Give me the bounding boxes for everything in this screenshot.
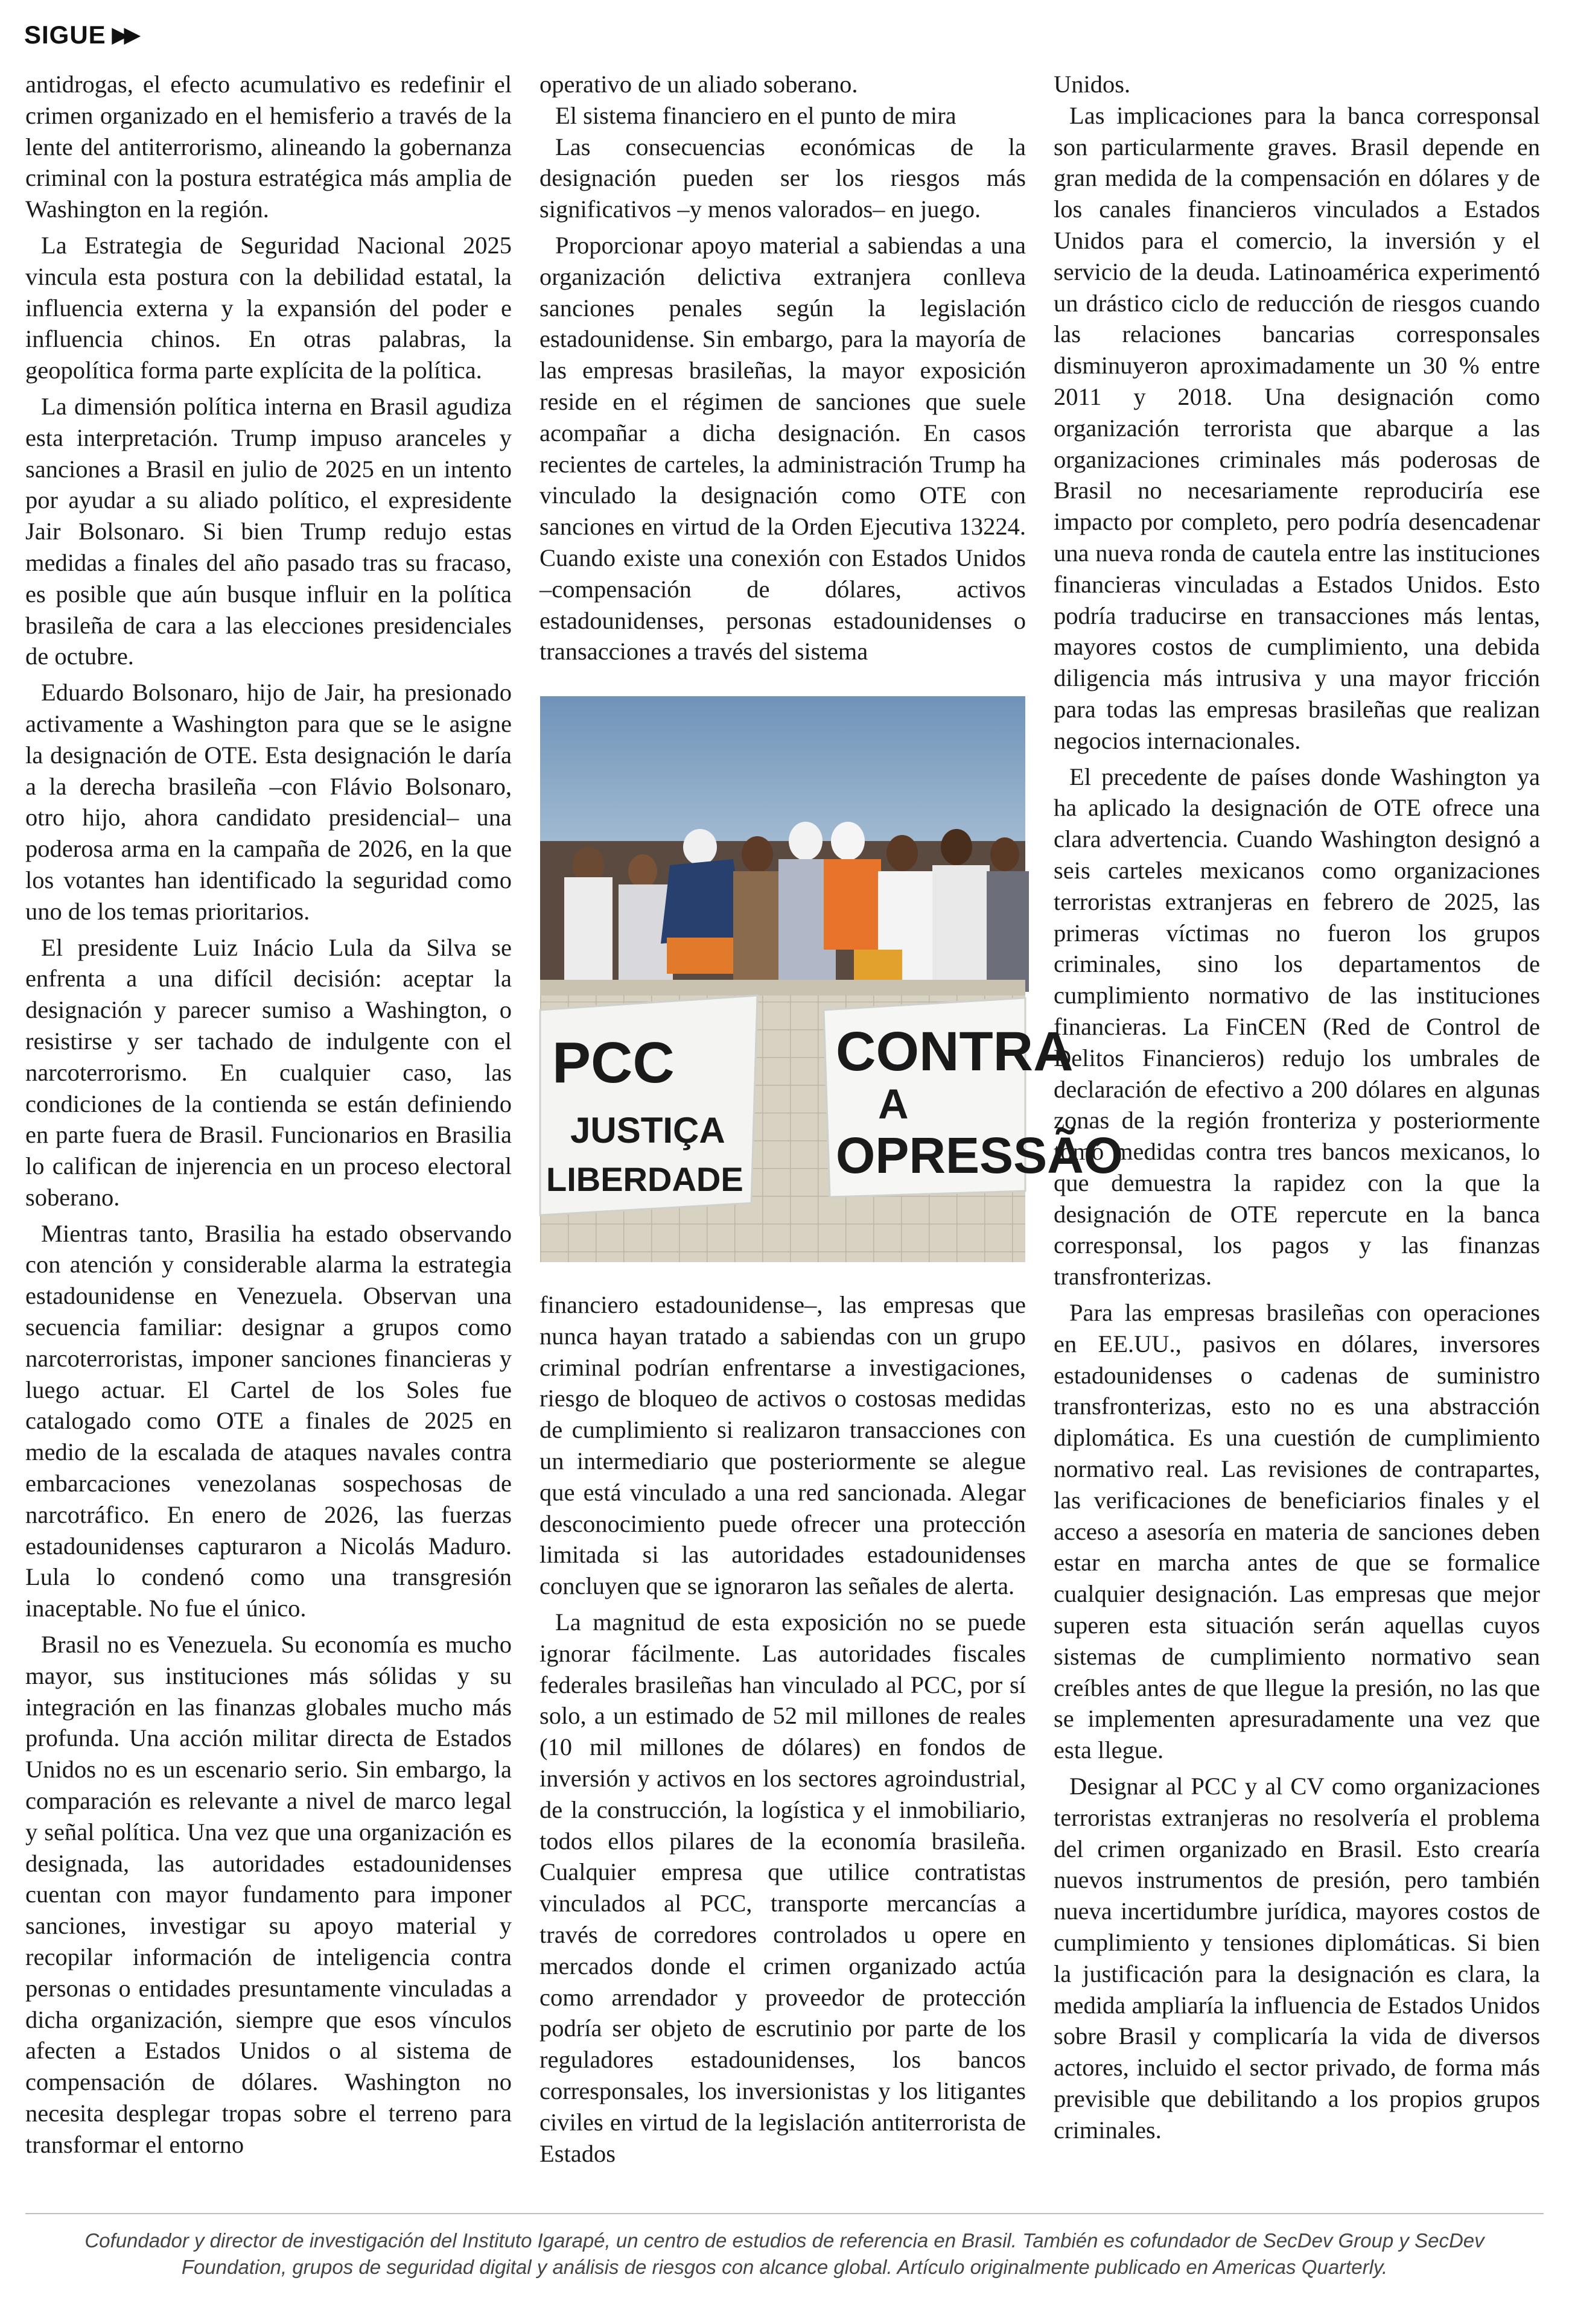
paragraph: Unidos. <box>1054 71 1131 98</box>
banner-left-line: JUSTIÇA <box>570 1110 725 1151</box>
prison-protest-photo <box>540 696 1124 1262</box>
paragraph: antidrogas, el efecto acumulativo es redefinir el crimen organizado en el hemisferio a través de la lente del antiterrorismo, alineando la gobernanza criminal con la postura estratégica más amplia de Washington en la región. <box>25 71 512 223</box>
banner-right-line: A <box>878 1081 909 1128</box>
banner-left-line: PCC <box>552 1030 675 1095</box>
double-arrow-icon: ▶▶ <box>112 24 136 46</box>
paragraph: financiero estadounidense–, las empresas que nunca hayan tratado a sabiendas con un grupo criminal podrían enfrentarse a investigaciones, riesgo de bloqueo de activos o costosas medidas de cumplimiento si realizaron transacciones con un intermediario que posteriormente se alegue que está vinculado a una red sancionada. Alegar desconocimiento puede ofrecer una protección limitada si las autoridades estadounidenses concluyen que se ignoraron las señales de alerta. <box>539 1291 1026 1600</box>
paragraph: El precedente de países donde Washington ya ha aplicado la designación de OTE ofrece una clara advertencia. Cuando Washington designó a seis carteles mexicanos como organizaciones terroristas extranjeras en febrero de 2025, las primeras víctimas no fueron los grupos criminales, sino los departamentos de cumplimiento normativo de las instituciones financieras. La FinCEN (Red de Control de Delitos Financieros) redujo los umbrales de declaración de efectivo a 200 dólares en algunas zonas de la región fronteriza y posteriormente tomó medidas contra tres bancos mexicanos, lo que demuestra la rapidez con la que la designación de OTE repercute en la banca corresponsal, los pagos y las finanzas transfronterizas. <box>1054 763 1540 1291</box>
section-subheading: El sistema financiero en el punto de mira <box>555 101 956 129</box>
paragraph: La Estrategia de Seguridad Nacional 2025 vincula esta postura con la debilidad estatal, la influencia externa y la expansión del poder e influencia chinos. En otras palabras, la geopolítica forma parte explícita de la política. <box>25 231 512 384</box>
paragraph: La dimensión política interna en Brasil agudiza esta interpretación. Trump impuso aranceles y sanciones a Brasil en julio de 2025 en un intento por ayudar a su aliado político, el expresidente Jair Bolsonaro. Si bien Trump redujo estas medidas a finales del año pasado tras su fracaso, es posible que aún busque influir en la política brasileña de cara a las elecciones presidenciales de octubre. <box>25 392 512 670</box>
paragraph: El presidente Luiz Inácio Lula da Silva se enfrenta a una difícil decisión: aceptar la designación y parecer sumiso a Washington, o resistirse y ser tachado de indulgente con el narcoterrorismo. En cualquier caso, las condiciones de la contienda se están definiendo en parte fuera de Brasil. Funcionarios en Brasilia lo califican de injerencia en un proceso electoral soberano. <box>25 933 512 1211</box>
paragraph: Brasil no es Venezuela. Su economía es mucho mayor, sus instituciones más sólidas y su integración en las finanzas globales mucho más profunda. Una acción militar directa de Estados Unidos no es un escenario serio. Sin embargo, la comparación es relevante a nivel de marco legal y señal política. Una vez que una organización es designada, las autoridades estadounidenses cuentan con mayor fundamento para imponer sanciones, investigar su apoyo material y recopilar información de inteligencia contra personas o entidades presuntamente vinculadas a dicha organización, siempre que esos vínculos afecten a Estados Unidos o al sistema de compensación de dólares. Washington no necesita desplegar tropas sobre el terreno para transformar el entorno <box>25 1631 512 2158</box>
article-column-1 <box>25 69 512 2160</box>
article-column-3 <box>1054 69 1540 2146</box>
banner-left <box>540 995 757 1215</box>
banner-right-line: OPRESSÃO <box>836 1127 1124 1184</box>
paragraph: operativo de un aliado soberano. <box>539 71 858 98</box>
article-column-2-continued <box>539 1289 1026 2169</box>
paragraph: Eduardo Bolsonaro, hijo de Jair, ha presionado activamente a Washington para que se le asigne la designación de OTE. Esta designación le daría a la derecha brasileña –con Flávio Bolsonaro, otro hijo, ahora candidato presidencial– una poderosa arma en la campaña de 2026, en la que los votantes han identificado la seguridad como uno de los temas prioritarios. <box>25 679 512 925</box>
paragraph: Para las empresas brasileñas con operaciones en EE.UU., pasivos en dólares, inversores estadounidenses o cadenas de suministro transfronterizas, esto no es una abstracción diplomática. Es una cuestión de cumplimiento normativo real. Las revisiones de contrapartes, las verificaciones de beneficiarios finales y el acceso a asesoría en materia de sanciones deben estar en marcha antes de que se formalice cualquier designación. Las empresas que mejor superen esta situación serán aquellas cuyos sistemas de cumplimiento normativo sean creíbles antes de que llegue la presión, no las que se implementen apresuradamente una vez que esta llegue. <box>1054 1299 1540 1764</box>
author-credit: Cofundador y director de investigación del Instituto Igarapé, un centro de estudios de referencia en Brasil. También es cofundador de SecDev Group y SecDev Foundation, grupos de seguridad digital y análisis de riesgos con alcance global. Artículo originalmente publicado en Americas Quarterly. <box>84 2229 1485 2278</box>
continued-label: SIGUE <box>24 21 106 49</box>
article-column-2 <box>539 69 1026 667</box>
footer-divider <box>25 2213 1544 2214</box>
paragraph: Las consecuencias económicas de la designación pueden ser los riesgos más significativos –y menos valorados– en juego. <box>539 133 1026 223</box>
paragraph: Las implicaciones para la banca corresponsal son particularmente graves. Brasil depende en gran medida de la compensación en dólares y de los canales financieros vinculados a Estados Unidos para el comercio, la inversión y el servicio de la deuda. Latinoamérica experimentó un drástico ciclo de reducción de riesgos cuando las relaciones bancarias corresponsales disminuyeron aproximadamente un 30 % entre 2011 y 2018. Una designación como organización terrorista que abarque a las organizaciones criminales más poderosas de Brasil no necesariamente reproduciría ese impacto por completo, pero podría desencadenar una nueva ronda de cautela entre las instituciones financieras vinculadas a Estados Unidos. Esto podría traducirse en transacciones más lentas, mayores costos de cumplimiento, una debida diligencia más intrusiva y una mayor fricción para todas las empresas brasileñas que realizan negocios internacionales. <box>1054 101 1540 754</box>
banner-left-line: LIBERDADE <box>546 1160 743 1198</box>
paragraph: La magnitud de esta exposición no se puede ignorar fácilmente. Las autoridades fiscales federales brasileñas han vinculado al PCC, por sí solo, a un estimado de 52 mil millones de reales (10 mil millones de dólares) en fondos de inversión y activos en los sectores agroindustrial, de la construcción, la logística y el inmobiliario, todos ellos pilares de la economía brasileña. Cualquier empresa que utilice contratistas vinculados al PCC, transporte mercancías a través de corredores controlados u opere en mercados donde el crimen organizado actúa como arrendador y proveedor de protección podría ser objeto de escrutinio por parte de los reguladores estadounidenses, los bancos corresponsales, los inversionistas y los litigantes civiles en virtud de la legislación antiterrorista de Estados <box>539 1608 1026 2167</box>
paragraph: Designar al PCC y al CV como organizaciones terroristas extranjeras no resolvería el problema del crimen organizado en Brasil. Esto crearía nuevos instrumentos de presión, pero también nueva incertidumbre jurídica, mayores costos de cumplimiento y tensiones diplomáticas. Si bien la justificación para la designación es clara, la medida ampliaría la influencia de Estados Unidos sobre Brasil y complicaría la vida de diversos actores, incluido el sector privado, de forma más previsible que debilitando a los propios grupos criminales. <box>1054 1773 1540 2144</box>
banner-right-line: CONTRA <box>836 1021 1074 1082</box>
paragraph: Proporcionar apoyo material a sabiendas a una organización delictiva extranjera conlleva sanciones penales según la legislación estadounidense. Sin embargo, para la mayoría de las empresas brasileñas, la mayor exposición reside en el régimen de sanciones que suele acompañar a dicha designación. En casos recientes de carteles, la administración Trump ha vinculado la designación como OTE con sanciones en virtud de la Orden Ejecutiva 13224. Cuando existe una conexión con Estados Unidos –compensación de dólares, activos estadounidenses, personas estadounidenses o transacciones a través del sistema <box>539 231 1026 665</box>
paragraph: Mientras tanto, Brasilia ha estado observando con atención y considerable alarma la estrategia estadounidense en Venezuela. Observan una secuencia familiar: designar a grupos como narcoterroristas, imponer sanciones financieras y luego actuar. El Cartel de los Soles fue catalogado como OTE a finales de 2025 en medio de la escalada de ataques navales contra embarcaciones venezolanas sospechosas de narcotráfico. En enero de 2026, las fuerzas estadounidenses capturaron a Nicolás Maduro. Lula lo condenó como una transgresión inaceptable. No fue el único. <box>25 1219 512 1622</box>
continued-marker <box>24 21 136 49</box>
photo-illustration <box>540 696 1124 1262</box>
